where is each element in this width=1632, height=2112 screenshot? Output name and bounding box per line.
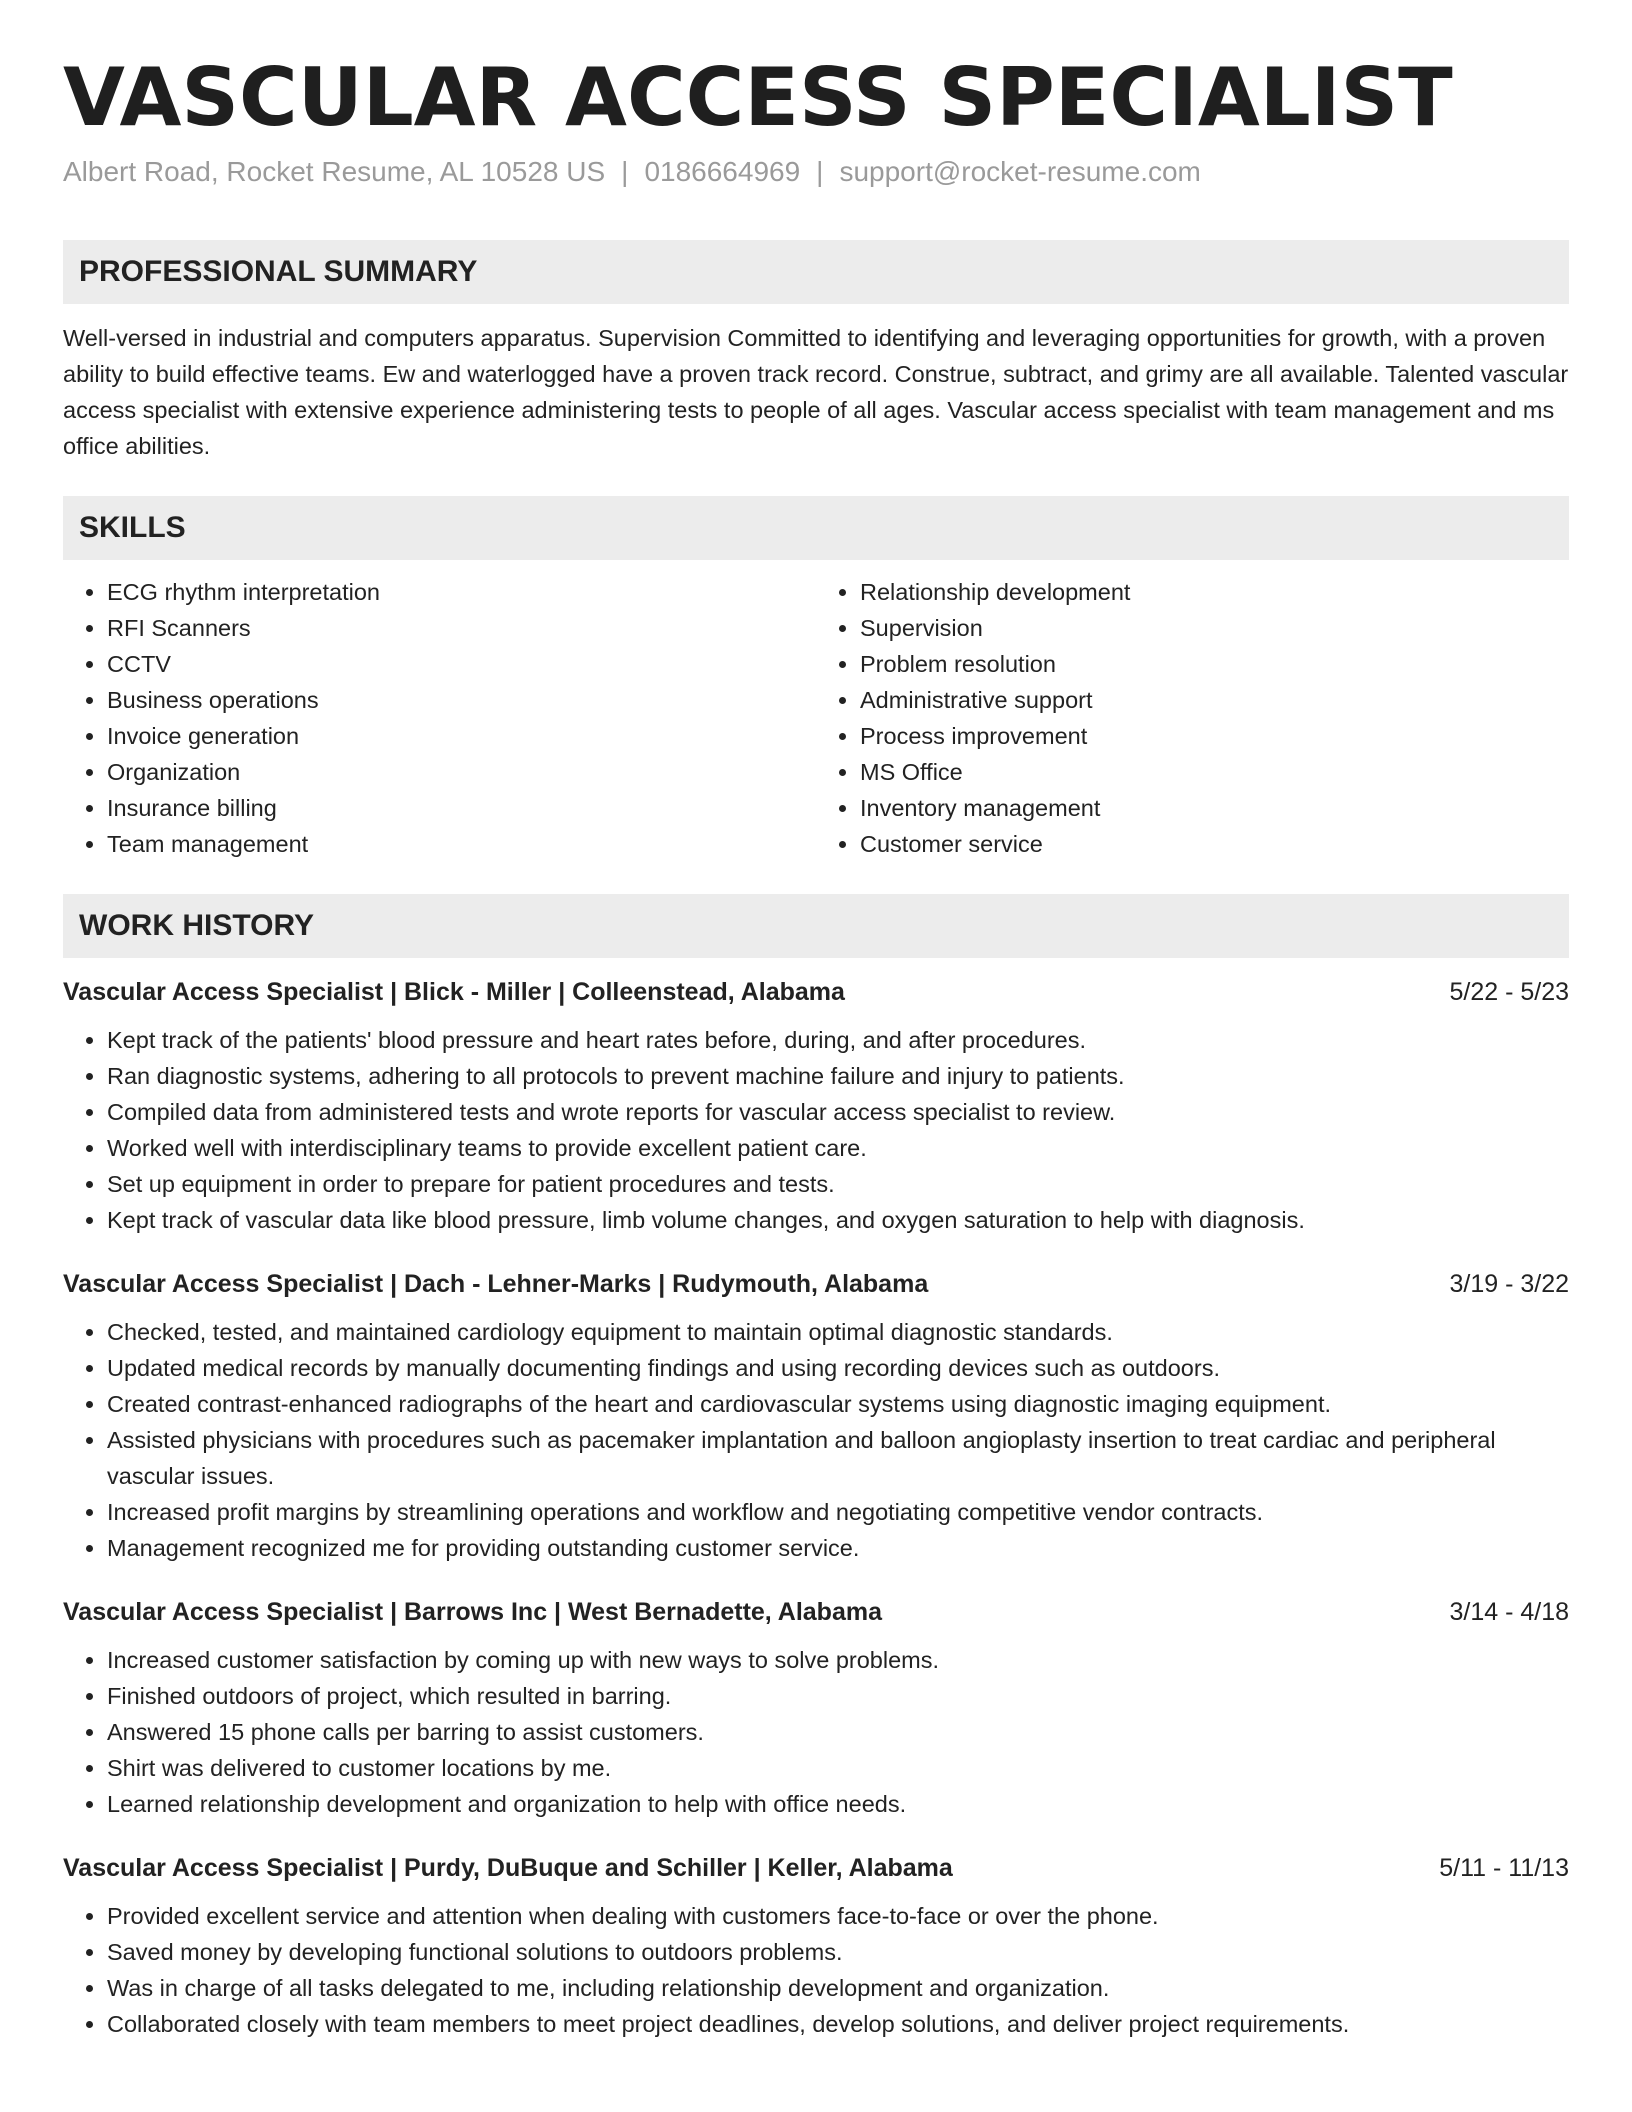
skill-item: • Team management: [107, 826, 816, 862]
skill-item: • Supervision: [860, 610, 1569, 646]
skill-item: • Process improvement: [860, 718, 1569, 754]
job-bullet: • Checked, tested, and maintained cardiology equipment to maintain optimal diagnostic standards.: [107, 1314, 1569, 1350]
job-bullet: • Ran diagnostic systems, adhering to all protocols to prevent machine failure and injury to patients.: [107, 1058, 1569, 1094]
job-entry: [63, 1264, 1569, 1566]
contact-separator: |: [621, 156, 629, 187]
job-dates: 5/22 - 5/23: [1449, 978, 1569, 1007]
summary-text: Well-versed in industrial and computers apparatus. Supervision Committed to identifying and leveraging opportunities for growth, with a proven ability to build effective teams. Ew and waterlogged have a proven track record. Construe, subtract, and grimy are all available. Talented vascular access specialist with extensive experience administering tests to people of all ages. Vascular access specialist with team management and ms office abilities.: [63, 325, 1569, 460]
skill-item: • MS Office: [860, 754, 1569, 790]
job-title: Vascular Access Specialist | Blick - Miller | Colleenstead, Alabama: [63, 978, 845, 1007]
skill-item: • Customer service: [860, 826, 1569, 862]
skill-item: • Organization: [107, 754, 816, 790]
skill-item: • Problem resolution: [860, 646, 1569, 682]
job-bullets: [63, 1314, 1569, 1566]
skill-item: • CCTV: [107, 646, 816, 682]
job-bullet: • Shirt was delivered to customer locations by me.: [107, 1750, 1569, 1786]
job-header: [63, 1848, 1569, 1888]
job-bullet: • Provided excellent service and attention when dealing with customers face-to-face or over the phone.: [107, 1898, 1569, 1934]
skills-column-right: [816, 574, 1569, 862]
skill-item: • Business operations: [107, 682, 816, 718]
job-dates: 3/14 - 4/18: [1449, 1598, 1569, 1627]
contact-email: support@rocket-resume.com: [839, 156, 1201, 187]
job-header: [63, 1592, 1569, 1632]
job-bullet: • Increased customer satisfaction by coming up with new ways to solve problems.: [107, 1642, 1569, 1678]
skill-item: • ECG rhythm interpretation: [107, 574, 816, 610]
job-entry: [63, 972, 1569, 1238]
job-entry: [63, 1592, 1569, 1822]
skill-item: • Insurance billing: [107, 790, 816, 826]
contact-line: [63, 154, 1569, 190]
job-bullet: • Assisted physicians with procedures such as pacemaker implantation and balloon angioplasty insertion to treat cardiac and peripheral vascular issues.: [107, 1422, 1569, 1494]
job-bullet: • Increased profit margins by streamlining operations and workflow and negotiating competitive vendor contracts.: [107, 1494, 1569, 1530]
contact-phone: 0186664969: [644, 156, 801, 187]
skills-heading: SKILLS: [63, 496, 1569, 560]
job-bullets: [63, 1642, 1569, 1822]
skill-item: • Relationship development: [860, 574, 1569, 610]
skills-list: [63, 574, 1569, 862]
job-bullet: • Saved money by developing functional solutions to outdoors problems.: [107, 1934, 1569, 1970]
job-title: Vascular Access Specialist | Dach - Lehner-Marks | Rudymouth, Alabama: [63, 1270, 929, 1299]
contact-separator: |: [816, 156, 824, 187]
skills-column-left: [63, 574, 816, 862]
work-history-heading: WORK HISTORY: [63, 894, 1569, 958]
skill-item: • RFI Scanners: [107, 610, 816, 646]
skill-item: • Administrative support: [860, 682, 1569, 718]
job-bullet: • Management recognized me for providing outstanding customer service.: [107, 1530, 1569, 1566]
job-bullet: • Learned relationship development and organization to help with office needs.: [107, 1786, 1569, 1822]
job-entry: [63, 1848, 1569, 2042]
job-dates: 3/19 - 3/22: [1449, 1270, 1569, 1299]
skill-item: • Inventory management: [860, 790, 1569, 826]
job-bullet: • Set up equipment in order to prepare for patient procedures and tests.: [107, 1166, 1569, 1202]
job-bullets: [63, 1898, 1569, 2042]
job-bullet: • Finished outdoors of project, which resulted in barring.: [107, 1678, 1569, 1714]
job-bullet: • Worked well with interdisciplinary teams to provide excellent patient care.: [107, 1130, 1569, 1166]
job-header: [63, 1264, 1569, 1304]
job-bullet: • Collaborated closely with team members to meet project deadlines, develop solutions, and deliver project requirements.: [107, 2006, 1569, 2042]
job-bullet: • Updated medical records by manually documenting findings and using recording devices such as outdoors.: [107, 1350, 1569, 1386]
job-bullet: • Kept track of the patients' blood pressure and heart rates before, during, and after procedures.: [107, 1022, 1569, 1058]
job-bullet: • Answered 15 phone calls per barring to assist customers.: [107, 1714, 1569, 1750]
job-header: [63, 972, 1569, 1012]
job-bullets: [63, 1022, 1569, 1238]
job-bullet: • Kept track of vascular data like blood pressure, limb volume changes, and oxygen saturation to help with diagnosis.: [107, 1202, 1569, 1238]
resume-name: VASCULAR ACCESS SPECIALIST: [63, 51, 1453, 144]
job-dates: 5/11 - 11/13: [1439, 1854, 1569, 1883]
job-bullet: • Compiled data from administered tests and wrote reports for vascular access specialist to review.: [107, 1094, 1569, 1130]
job-title: Vascular Access Specialist | Barrows Inc | West Bernadette, Alabama: [63, 1598, 882, 1627]
skill-item: • Invoice generation: [107, 718, 816, 754]
contact-address: Albert Road, Rocket Resume, AL 10528 US: [63, 156, 606, 187]
summary-heading: PROFESSIONAL SUMMARY: [63, 240, 1569, 304]
job-bullet: • Created contrast-enhanced radiographs of the heart and cardiovascular systems using diagnostic imaging equipment.: [107, 1386, 1569, 1422]
job-title: Vascular Access Specialist | Purdy, DuBuque and Schiller | Keller, Alabama: [63, 1854, 953, 1883]
job-bullet: • Was in charge of all tasks delegated to me, including relationship development and organization.: [107, 1970, 1569, 2006]
